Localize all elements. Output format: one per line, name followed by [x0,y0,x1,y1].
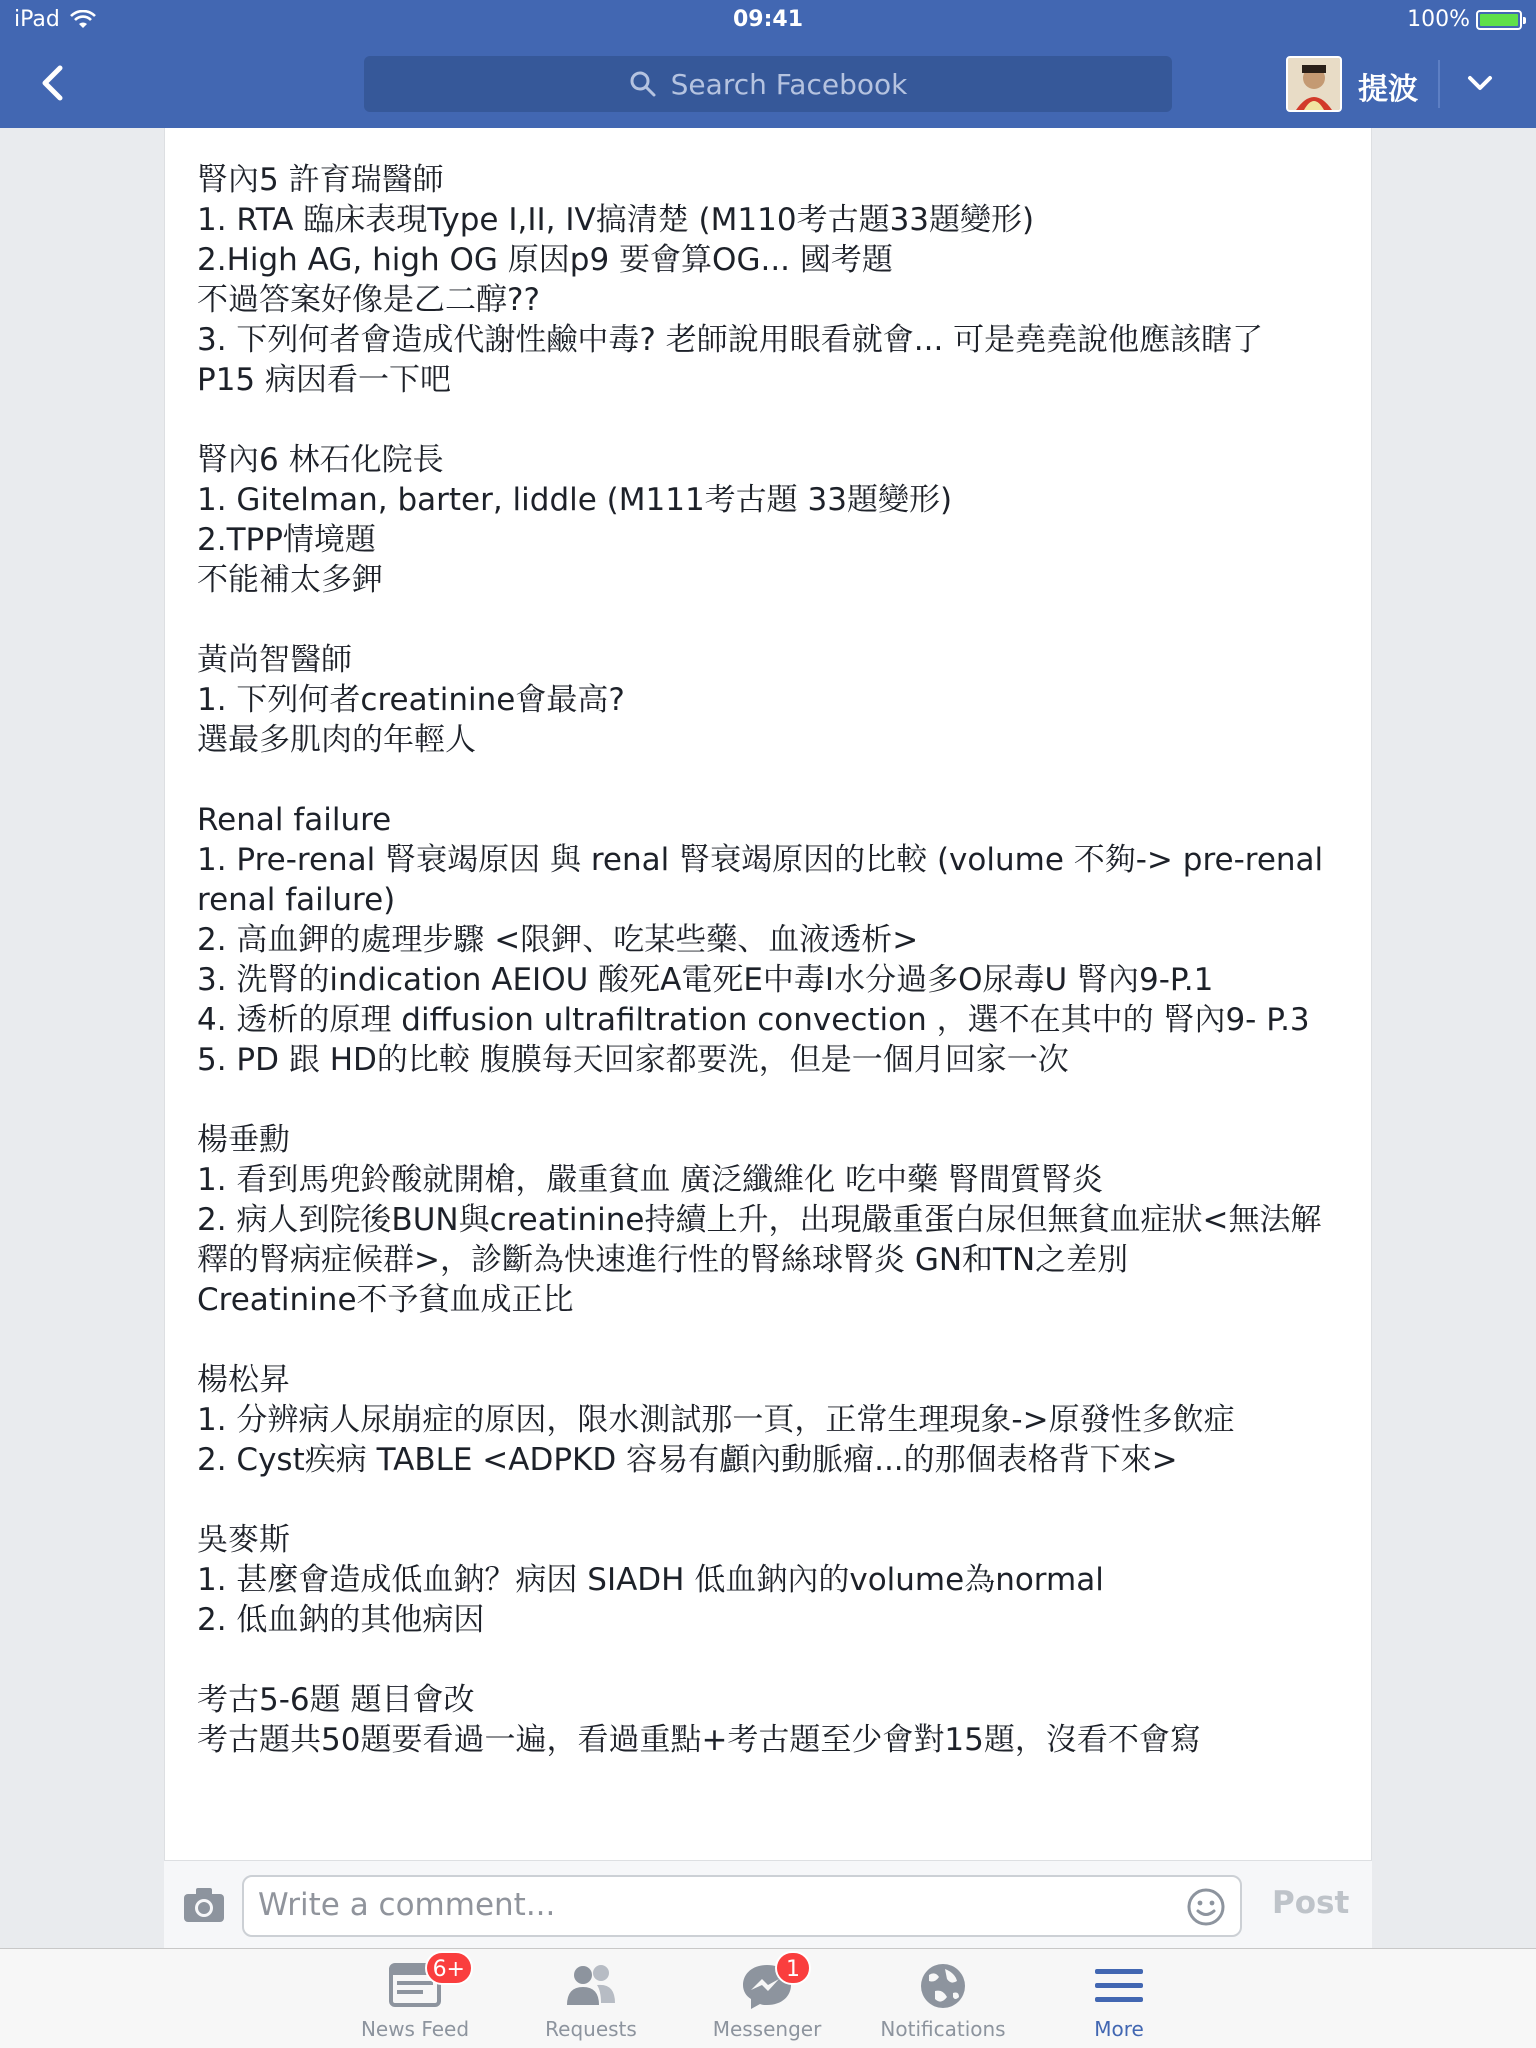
post-line: 5. PD 跟 HD的比較 腹膜每天回家都要洗，但是一個月回家一次 [197,1042,1069,1078]
post-line: 2. Cyst疾病 TABLE <ADPKD 容易有顱內動脈瘤...的那個表格背下來> [197,1442,1178,1478]
post-section [197,640,1347,760]
post-line: 不過答案好像是乙二醇?? [197,282,540,318]
chevron-down-icon[interactable] [1462,70,1498,98]
section-heading: 考古5-6題 題目會改 [197,1682,475,1718]
post-line: 2. 高血鉀的處理步驟 <限鉀、吃某些藥、血液透析> [197,922,919,958]
post-line: 4. 透析的原理 diffusion ultrafiltration convection ，選不在其中的 腎內9- P.3 [197,1002,1310,1038]
tab-label: Messenger [712,2017,822,2041]
back-arrow-icon[interactable] [30,58,80,108]
battery-percent: 100% [1407,7,1470,32]
post-section [197,1360,1347,1480]
more-menu-icon [1089,1959,1149,2013]
post-line: 2.High AG, high OG 原因p9 要會算OG... 國考題 [197,242,893,278]
post-line: 1. 看到馬兜鈴酸就開槍，嚴重貧血 廣泛纖維化 吃中藥 腎間質腎炎 [197,1162,1103,1198]
post-body [197,160,1347,1800]
post-line: 3. 洗腎的indication AEIOU 酸死A電死E中毒I水分過多O尿毒U 腎內9-P.1 [197,962,1214,998]
post-line: 2. 低血鈉的其他病因 [197,1602,485,1638]
post-line: 1. 分辨病人尿崩症的原因，限水測試那一頁，正常生理現象->原發性多飲症 [197,1402,1235,1438]
battery-icon [1476,10,1522,30]
post-section [197,800,1347,1080]
post-line: 1. 下列何者creatinine會最高? [197,682,625,718]
post-line: 1. RTA 臨床表現Type I,II, IV搞清楚 (M110考古題33題變形) [197,202,1035,238]
post-comment-button[interactable]: Post [1272,1885,1350,1921]
post-line: P15 病因看一下吧 [197,362,451,398]
section-heading: 腎內6 林石化院長 [197,442,444,478]
section-heading: 腎內5 許育瑞醫師 [197,162,444,198]
user-name[interactable]: 提波 [1358,72,1418,107]
news-feed-badge: 6+ [425,1951,473,1985]
profile-avatar[interactable] [1286,56,1342,112]
post-line: 1. Gitelman, barter, liddle (M111考古題 33題變形) [197,482,953,518]
status-bar [0,0,1536,40]
device-label: iPad [14,7,60,32]
comment-placeholder: Write a comment... [258,1887,556,1923]
notifications-globe-icon [913,1959,973,2013]
tab-requests[interactable] [506,1959,676,2048]
search-bar[interactable] [364,56,1172,112]
section-heading: 黃尚智醫師 [197,642,352,678]
avatar-image [1288,58,1340,110]
tab-notifications[interactable] [858,1959,1028,2048]
comment-bar [164,1860,1372,1948]
post-line: 1. Pre-renal 腎衰竭原因 與 renal 腎衰竭原因的比較 (volume 不夠-> pre-renal renal failure) [197,842,1324,918]
post-section [197,1120,1347,1320]
tab-label: Notifications [880,2017,1006,2041]
post-card [164,128,1372,1860]
nav-bar [0,40,1536,128]
post-line: 不能補太多鉀 [197,562,383,598]
post-section [197,1520,1347,1640]
top-bar [0,0,1536,128]
emoji-smile-icon[interactable] [1186,1887,1226,1927]
tab-label: More [1094,2017,1144,2041]
camera-icon[interactable] [182,1885,226,1925]
post-line: 考古題共50題要看過一遍，看過重點+考古題至少會對15題，沒看不會寫 [197,1722,1201,1758]
section-heading: 吳麥斯 [197,1522,290,1558]
post-line: 3. 下列何者會造成代謝性鹼中毒? 老師說用眼看就會... 可是堯堯說他應該瞎了 [197,322,1264,358]
post-line: 2. 病人到院後BUN與creatinine持續上升，出現嚴重蛋白尿但無貧血症狀<無法解釋的腎病症候群>，診斷為快速進行性的腎絲球腎炎 GN和TN之差別 [197,1202,1322,1278]
post-section [197,160,1347,400]
post-line: 2.TPP情境題 [197,522,376,558]
section-heading: 楊垂勳 [197,1122,290,1158]
post-line: Creatinine不予貧血成正比 [197,1282,574,1318]
tab-news-feed[interactable] [330,1959,500,2048]
tab-more[interactable] [1034,1959,1204,2048]
clock: 09:41 [732,7,804,32]
post-section [197,1680,1347,1760]
post-line: 選最多肌肉的年輕人 [197,722,476,758]
comment-input[interactable] [242,1875,1242,1937]
section-heading: Renal failure [197,802,392,838]
tab-messenger[interactable] [682,1959,852,2048]
requests-icon [561,1959,621,2013]
tab-label: Requests [545,2017,637,2041]
post-section [197,440,1347,600]
tab-bar [0,1948,1536,2048]
post-line: 1. 甚麼會造成低血鈉？病因 SIADH 低血鈉內的volume為normal [197,1562,1104,1598]
tab-label: News Feed [360,2017,470,2041]
nav-divider [1438,60,1440,108]
messenger-badge: 1 [775,1951,811,1985]
search-icon [629,70,657,98]
section-heading: 楊松昇 [197,1362,290,1398]
search-placeholder: Search Facebook [670,67,908,101]
